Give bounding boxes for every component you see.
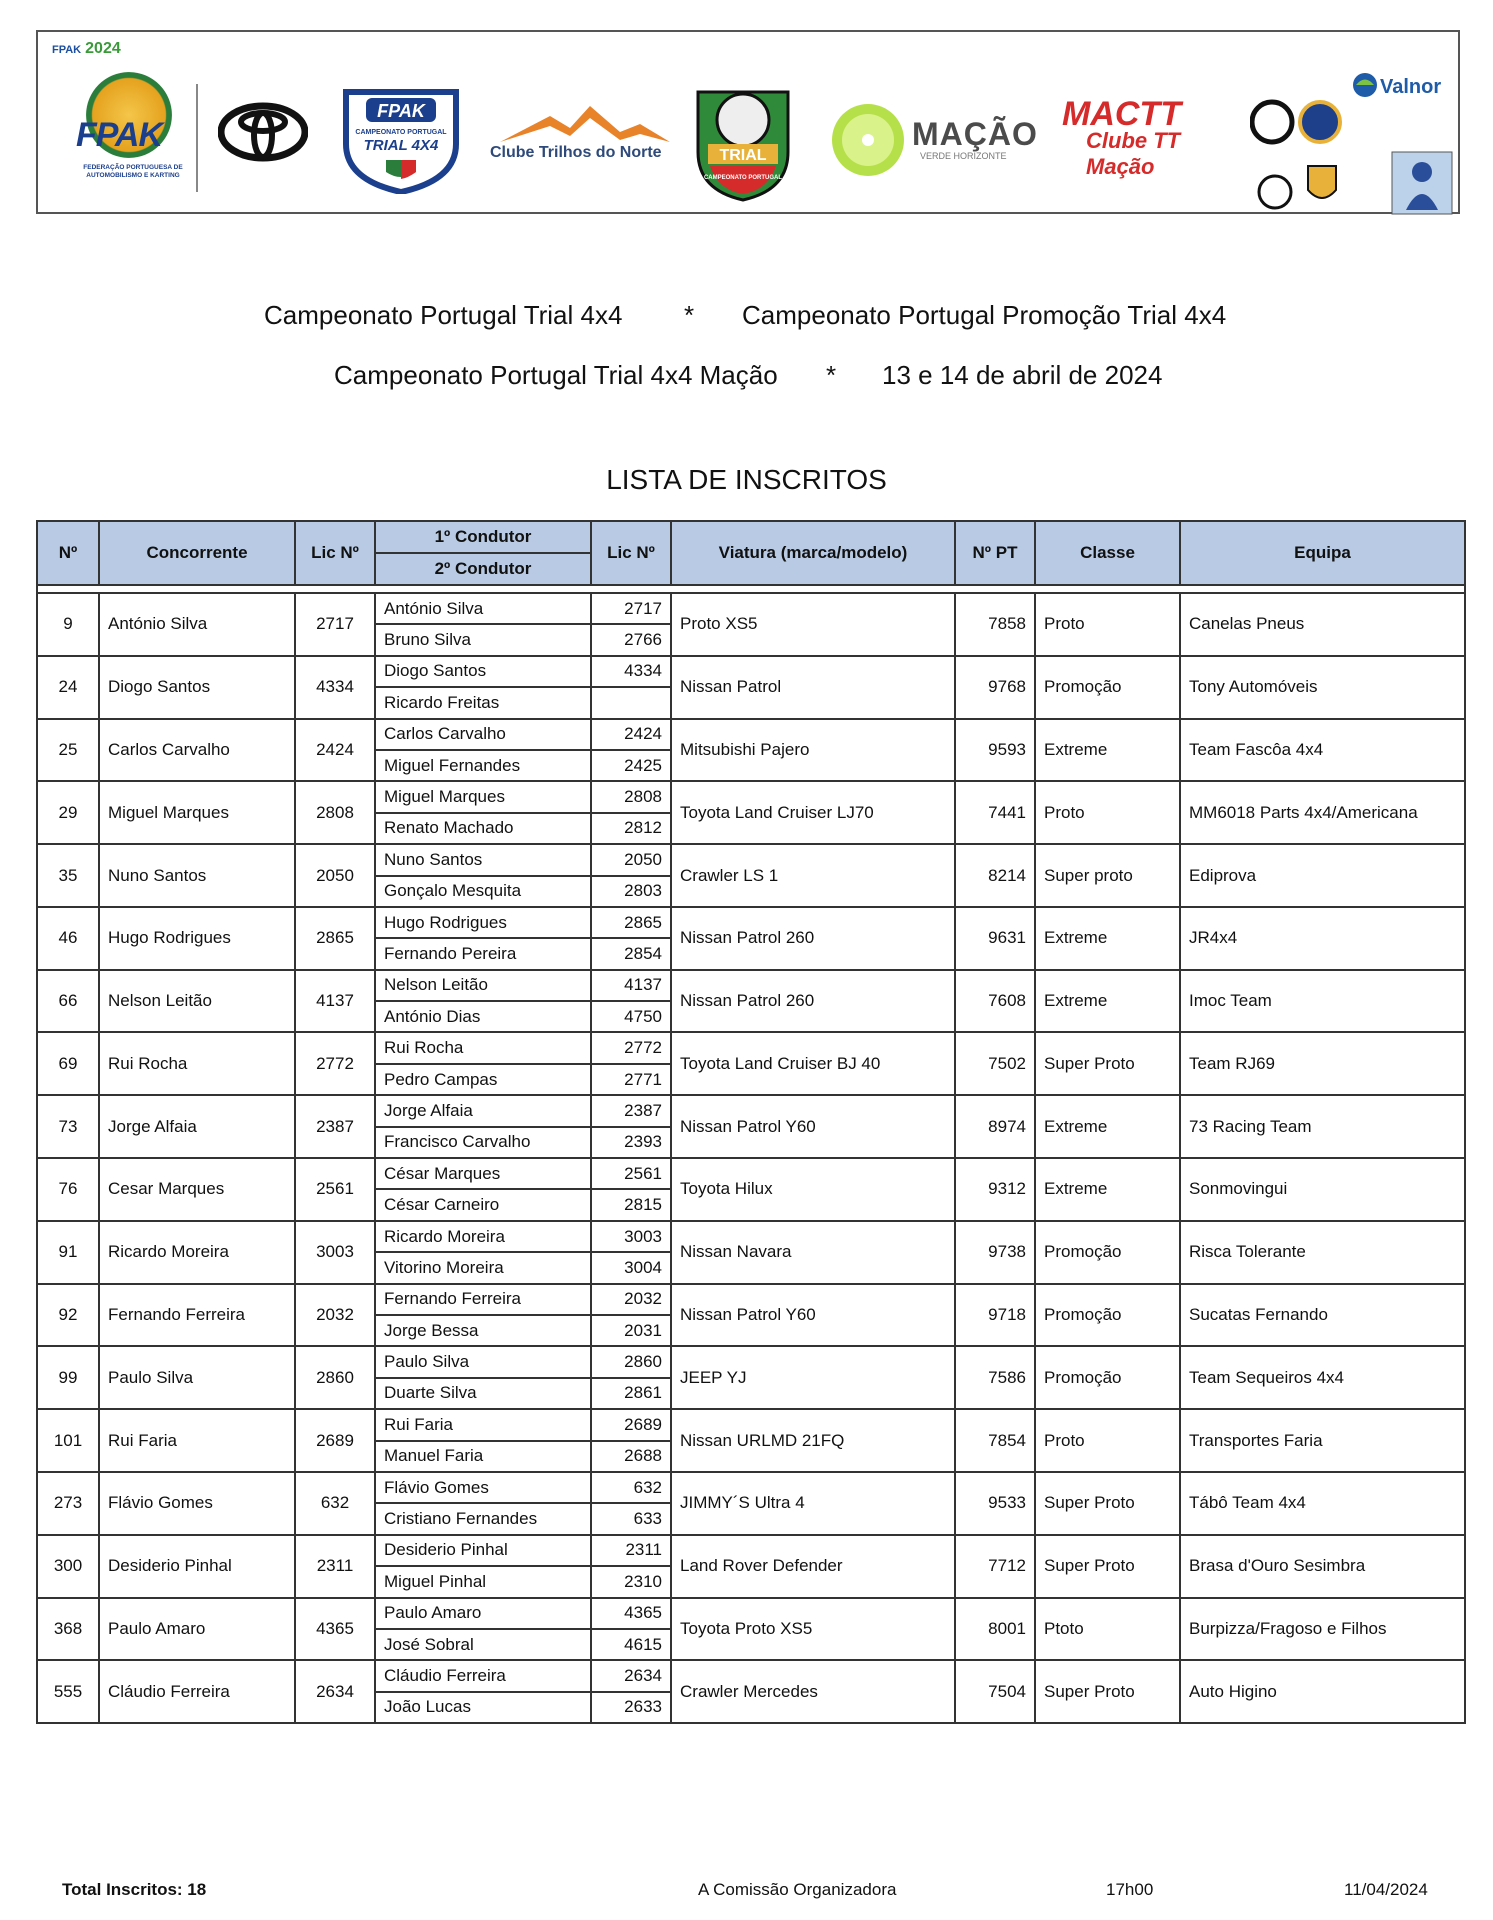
cell-pt: 8974 [955,1095,1035,1158]
cell-driver1-lic: 2865 [591,907,671,938]
header-spacer [37,585,1465,593]
cell-driver2: Cristiano Fernandes [375,1503,591,1534]
cell-pt: 9631 [955,907,1035,970]
cell-viatura: Nissan Patrol [671,656,955,719]
cell-lic: 2689 [295,1409,375,1472]
cell-viatura: Nissan Patrol Y60 [671,1095,955,1158]
table-row [37,656,1465,687]
cell-num: 101 [37,1409,99,1472]
cell-num: 66 [37,970,99,1033]
table-row [37,1472,1465,1503]
cell-equipa: Sucatas Fernando [1180,1284,1465,1347]
cell-num: 300 [37,1535,99,1598]
cell-viatura: JEEP YJ [671,1346,955,1409]
cell-num: 91 [37,1221,99,1284]
table-row [37,970,1465,1001]
cell-concorrente: Nuno Santos [99,844,295,907]
cell-driver1-lic: 4334 [591,656,671,687]
cell-driver2-lic: 2861 [591,1378,671,1409]
table-row [37,1346,1465,1377]
cell-driver1-lic: 2717 [591,593,671,624]
cell-driver1-lic: 4137 [591,970,671,1001]
cell-driver2-lic: 2031 [591,1315,671,1346]
cell-pt: 7586 [955,1346,1035,1409]
clube-trilhos-norte-logo: Clube Trilhos do Norte [490,102,680,182]
cell-concorrente: Cláudio Ferreira [99,1660,295,1723]
trial-campeonato-badge-logo [688,82,798,202]
cell-driver1-lic: 2634 [591,1660,671,1691]
cell-pt: 7858 [955,593,1035,656]
col-header-driver1: 1º Condutor [375,521,591,553]
cell-driver1-lic: 2689 [591,1409,671,1440]
cell-classe: Extreme [1035,719,1180,782]
cell-driver1: Miguel Marques [375,781,591,812]
cell-driver1: Desiderio Pinhal [375,1535,591,1566]
cell-equipa: Canelas Pneus [1180,593,1465,656]
cell-driver2: António Dias [375,1001,591,1032]
cell-pt: 8214 [955,844,1035,907]
cell-equipa: MM6018 Parts 4x4/Americana [1180,781,1465,844]
cell-classe: Extreme [1035,1095,1180,1158]
cell-num: 9 [37,593,99,656]
cell-equipa: Risca Tolerante [1180,1221,1465,1284]
cell-num: 76 [37,1158,99,1221]
cell-driver2: Duarte Silva [375,1378,591,1409]
cell-driver1-lic: 2808 [591,781,671,812]
cell-concorrente: Ricardo Moreira [99,1221,295,1284]
table-header-row [37,521,1465,553]
cell-pt: 7854 [955,1409,1035,1472]
cell-lic: 632 [295,1472,375,1535]
cell-lic: 4137 [295,970,375,1033]
cell-classe: Promoção [1035,656,1180,719]
cell-equipa: Team Fascôa 4x4 [1180,719,1465,782]
cell-driver2: Vitorino Moreira [375,1252,591,1283]
trial-4x4-shield-logo [336,84,466,194]
fpak-logo [74,72,184,197]
cell-concorrente: António Silva [99,593,295,656]
cell-classe: Promoção [1035,1346,1180,1409]
cell-driver1: Rui Rocha [375,1032,591,1063]
cell-lic: 2561 [295,1158,375,1221]
cell-driver1: César Marques [375,1158,591,1189]
cell-num: 99 [37,1346,99,1409]
macao-logo: MAÇÃO VERDE HORIZONTE [828,100,1028,190]
cell-pt: 9533 [955,1472,1035,1535]
cell-driver1: Hugo Rodrigues [375,907,591,938]
cell-lic: 3003 [295,1221,375,1284]
col-header-viatura: Viatura (marca/modelo) [671,521,955,585]
col-header-lic2: Lic Nº [591,521,671,585]
cell-driver2-lic: 2393 [591,1127,671,1158]
cell-equipa: Team RJ69 [1180,1032,1465,1095]
table-row [37,1598,1465,1629]
cell-driver2-lic: 4750 [591,1001,671,1032]
cell-driver1-lic: 632 [591,1472,671,1503]
cell-driver2: Renato Machado [375,813,591,844]
cell-concorrente: Hugo Rodrigues [99,907,295,970]
cell-driver1: Paulo Silva [375,1346,591,1377]
toyota-logo [218,102,308,162]
cell-viatura: Nissan Patrol 260 [671,907,955,970]
cell-driver1-lic: 2032 [591,1284,671,1315]
table-row [37,1032,1465,1063]
cell-viatura: Nissan URLMD 21FQ [671,1409,955,1472]
cell-driver1-lic: 2772 [591,1032,671,1063]
cell-viatura: Proto XS5 [671,593,955,656]
cell-driver2-lic: 2688 [591,1441,671,1472]
championship-title-2: Campeonato Portugal Promoção Trial 4x4 [742,300,1227,330]
cell-pt: 7441 [955,781,1035,844]
cell-concorrente: Paulo Amaro [99,1598,295,1661]
cell-driver1-lic: 3003 [591,1221,671,1252]
col-header-concorrente: Concorrente [99,521,295,585]
cell-driver2-lic: 3004 [591,1252,671,1283]
table-row [37,907,1465,938]
cell-concorrente: Diogo Santos [99,656,295,719]
cell-driver2: Gonçalo Mesquita [375,876,591,907]
cell-concorrente: Fernando Ferreira [99,1284,295,1347]
cell-classe: Super Proto [1035,1472,1180,1535]
cell-viatura: Toyota Land Cruiser LJ70 [671,781,955,844]
cell-pt: 9718 [955,1284,1035,1347]
cell-driver1: Rui Faria [375,1409,591,1440]
cell-viatura: Land Rover Defender [671,1535,955,1598]
publish-date: 11/04/2024 [1344,1880,1428,1899]
cell-driver2: Manuel Faria [375,1441,591,1472]
cell-viatura: Nissan Patrol Y60 [671,1284,955,1347]
cell-driver1-lic: 2561 [591,1158,671,1189]
cell-equipa: Auto Higino [1180,1660,1465,1723]
table-row [37,1409,1465,1440]
cell-driver2-lic: 2803 [591,876,671,907]
cell-classe: Extreme [1035,1158,1180,1221]
cell-viatura: Nissan Patrol 260 [671,970,955,1033]
cell-num: 29 [37,781,99,844]
cell-pt: 9593 [955,719,1035,782]
integration-icon [1390,150,1454,216]
title-separator: * [684,300,695,330]
svg-text:CAMPEONATO PORTUGAL: CAMPEONATO PORTUGAL [355,129,447,136]
cell-concorrente: Rui Rocha [99,1032,295,1095]
cell-driver2: Bruno Silva [375,624,591,655]
cell-driver2: Jorge Bessa [375,1315,591,1346]
cell-driver1: Cláudio Ferreira [375,1660,591,1691]
championship-title-3: Campeonato Portugal Trial 4x4 Mação [334,360,778,390]
cell-driver2: José Sobral [375,1629,591,1660]
mountain-icon [490,102,680,146]
cell-viatura: Toyota Land Cruiser BJ 40 [671,1032,955,1095]
cell-concorrente: Desiderio Pinhal [99,1535,295,1598]
cell-num: 73 [37,1095,99,1158]
fpak-wordmark: FPAK [76,116,163,154]
cell-driver1-lic: 2424 [591,719,671,750]
table-row [37,593,1465,624]
cell-num: 46 [37,907,99,970]
cell-num: 69 [37,1032,99,1095]
cell-driver1: Carlos Carvalho [375,719,591,750]
cell-driver2-lic: 4615 [591,1629,671,1660]
cell-driver2: Miguel Fernandes [375,750,591,781]
cell-driver1: Ricardo Moreira [375,1221,591,1252]
cell-pt: 9312 [955,1158,1035,1221]
cell-equipa: JR4x4 [1180,907,1465,970]
cell-classe: Super Proto [1035,1535,1180,1598]
cell-lic: 4365 [295,1598,375,1661]
cell-driver2: Fernando Pereira [375,938,591,969]
cell-equipa: Imoc Team [1180,970,1465,1033]
cell-driver1: Jorge Alfaia [375,1095,591,1126]
cell-num: 368 [37,1598,99,1661]
cell-classe: Proto [1035,593,1180,656]
cell-viatura: Toyota Hilux [671,1158,955,1221]
col-header-classe: Classe [1035,521,1180,585]
cell-driver1-lic: 2050 [591,844,671,875]
cell-driver2: César Carneiro [375,1189,591,1220]
cell-equipa: Tábô Team 4x4 [1180,1472,1465,1535]
cell-concorrente: Paulo Silva [99,1346,295,1409]
cell-driver2: Francisco Carvalho [375,1127,591,1158]
table-row [37,1284,1465,1315]
lime-icon [828,100,908,180]
cell-pt: 9768 [955,656,1035,719]
cell-equipa: Burpizza/Fragoso e Filhos [1180,1598,1465,1661]
cell-concorrente: Carlos Carvalho [99,719,295,782]
cell-lic: 2032 [295,1284,375,1347]
cell-classe: Promoção [1035,1284,1180,1347]
championship-title-1: Campeonato Portugal Trial 4x4 [264,300,623,330]
cell-driver2-lic: 633 [591,1503,671,1534]
cell-driver2-lic: 2771 [591,1064,671,1095]
cell-classe: Proto [1035,1409,1180,1472]
cell-lic: 2050 [295,844,375,907]
cell-concorrente: Rui Faria [99,1409,295,1472]
fpak-2024-logo: FPAK 2024 [52,40,121,57]
cell-driver2-lic: 2425 [591,750,671,781]
cell-equipa: Tony Automóveis [1180,656,1465,719]
cell-driver2-lic: 2310 [591,1566,671,1597]
cell-driver2-lic: 2766 [591,624,671,655]
cell-driver1-lic: 2387 [591,1095,671,1126]
cell-classe: Super Proto [1035,1032,1180,1095]
cell-driver2-lic: 2815 [591,1189,671,1220]
table-row [37,844,1465,875]
cell-lic: 2311 [295,1535,375,1598]
cell-classe: Extreme [1035,907,1180,970]
publish-time: 17h00 [1106,1880,1154,1899]
cell-driver2-lic [591,687,671,718]
banner-divider [196,84,198,192]
cell-driver2-lic: 2812 [591,813,671,844]
page-title: LISTA DE INSCRITOS [606,464,887,495]
cell-lic: 2860 [295,1346,375,1409]
cell-num: 92 [37,1284,99,1347]
cell-equipa: Brasa d'Ouro Sesimbra [1180,1535,1465,1598]
cell-equipa: Ediprova [1180,844,1465,907]
cell-driver1: Nuno Santos [375,844,591,875]
table-row [37,1158,1465,1189]
table-row [37,719,1465,750]
cell-classe: Ptoto [1035,1598,1180,1661]
cell-concorrente: Miguel Marques [99,781,295,844]
cell-pt: 7504 [955,1660,1035,1723]
col-header-pt: Nº PT [955,521,1035,585]
col-header-equipa: Equipa [1180,521,1465,585]
cell-driver2-lic: 2633 [591,1692,671,1723]
cell-concorrente: Cesar Marques [99,1158,295,1221]
cell-driver1: António Silva [375,593,591,624]
cell-driver1: Paulo Amaro [375,1598,591,1629]
cell-classe: Proto [1035,781,1180,844]
svg-text:CAMPEONATO PORTUGAL: CAMPEONATO PORTUGAL [703,175,783,181]
cell-driver2: João Lucas [375,1692,591,1723]
cell-driver2: Pedro Campas [375,1064,591,1095]
cell-driver2: Miguel Pinhal [375,1566,591,1597]
col-header-lic: Lic Nº [295,521,375,585]
cell-classe: Super proto [1035,844,1180,907]
cell-viatura: Crawler LS 1 [671,844,955,907]
cell-classe: Extreme [1035,970,1180,1033]
cell-viatura: JIMMY´S Ultra 4 [671,1472,955,1535]
cell-driver1-lic: 2311 [591,1535,671,1566]
cell-driver2-lic: 2854 [591,938,671,969]
total-registered: Total Inscritos: 18 [62,1880,207,1899]
cell-pt: 7712 [955,1535,1035,1598]
cell-lic: 2772 [295,1032,375,1095]
cell-driver1: Nelson Leitão [375,970,591,1001]
valnor-wordmark: Valnor [1380,76,1442,98]
table-row [37,1095,1465,1126]
cell-num: 35 [37,844,99,907]
cell-equipa: Sonmovingui [1180,1158,1465,1221]
svg-text:TRIAL: TRIAL [719,147,767,164]
fpak-subtitle: FEDERAÇÃO PORTUGUESA DE AUTOMOBILISMO E KARTING [83,164,183,179]
title-separator: * [826,360,837,390]
cell-lic: 2808 [295,781,375,844]
svg-text:FPAK: FPAK [377,101,425,121]
organizing-committee: A Comissão Organizadora [698,1880,897,1899]
cell-lic: 2717 [295,593,375,656]
table-row [37,1660,1465,1691]
cell-pt: 8001 [955,1598,1035,1661]
col-header-num: Nº [37,521,99,585]
cell-num: 24 [37,656,99,719]
registration-table [36,520,1466,1724]
cell-driver1: Flávio Gomes [375,1472,591,1503]
cell-driver1-lic: 4365 [591,1598,671,1629]
small-sponsor-logos [1250,66,1460,216]
cell-concorrente: Jorge Alfaia [99,1095,295,1158]
cell-driver1: Diogo Santos [375,656,591,687]
mactt-logo: MACTT Clube TT Mação [1062,95,1181,179]
cell-equipa: 73 Racing Team [1180,1095,1465,1158]
cell-classe: Super Proto [1035,1660,1180,1723]
cell-driver1: Fernando Ferreira [375,1284,591,1315]
table-row [37,781,1465,812]
cell-lic: 4334 [295,656,375,719]
cell-viatura: Toyota Proto XS5 [671,1598,955,1661]
cell-lic: 2424 [295,719,375,782]
svg-text:TRIAL 4X4: TRIAL 4X4 [363,137,439,154]
table-row [37,1535,1465,1566]
cell-viatura: Crawler Mercedes [671,1660,955,1723]
sponsor-banner [36,30,1460,214]
table-body [37,593,1465,1723]
valnor-icon [1350,70,1380,100]
cell-lic: 2387 [295,1095,375,1158]
cell-viatura: Mitsubishi Pajero [671,719,955,782]
cell-pt: 7608 [955,970,1035,1033]
cell-lic: 2865 [295,907,375,970]
cell-concorrente: Nelson Leitão [99,970,295,1033]
cell-classe: Promoção [1035,1221,1180,1284]
cell-equipa: Team Sequeiros 4x4 [1180,1346,1465,1409]
cell-concorrente: Flávio Gomes [99,1472,295,1535]
cell-driver2: Ricardo Freitas [375,687,591,718]
cell-num: 555 [37,1660,99,1723]
cell-driver1-lic: 2860 [591,1346,671,1377]
cell-num: 25 [37,719,99,782]
cell-lic: 2634 [295,1660,375,1723]
cell-num: 273 [37,1472,99,1535]
cell-pt: 9738 [955,1221,1035,1284]
table-row [37,1221,1465,1252]
cell-pt: 7502 [955,1032,1035,1095]
cell-viatura: Nissan Navara [671,1221,955,1284]
event-date: 13 e 14 de abril de 2024 [882,360,1163,390]
col-header-driver2: 2º Condutor [375,553,591,585]
cell-equipa: Transportes Faria [1180,1409,1465,1472]
